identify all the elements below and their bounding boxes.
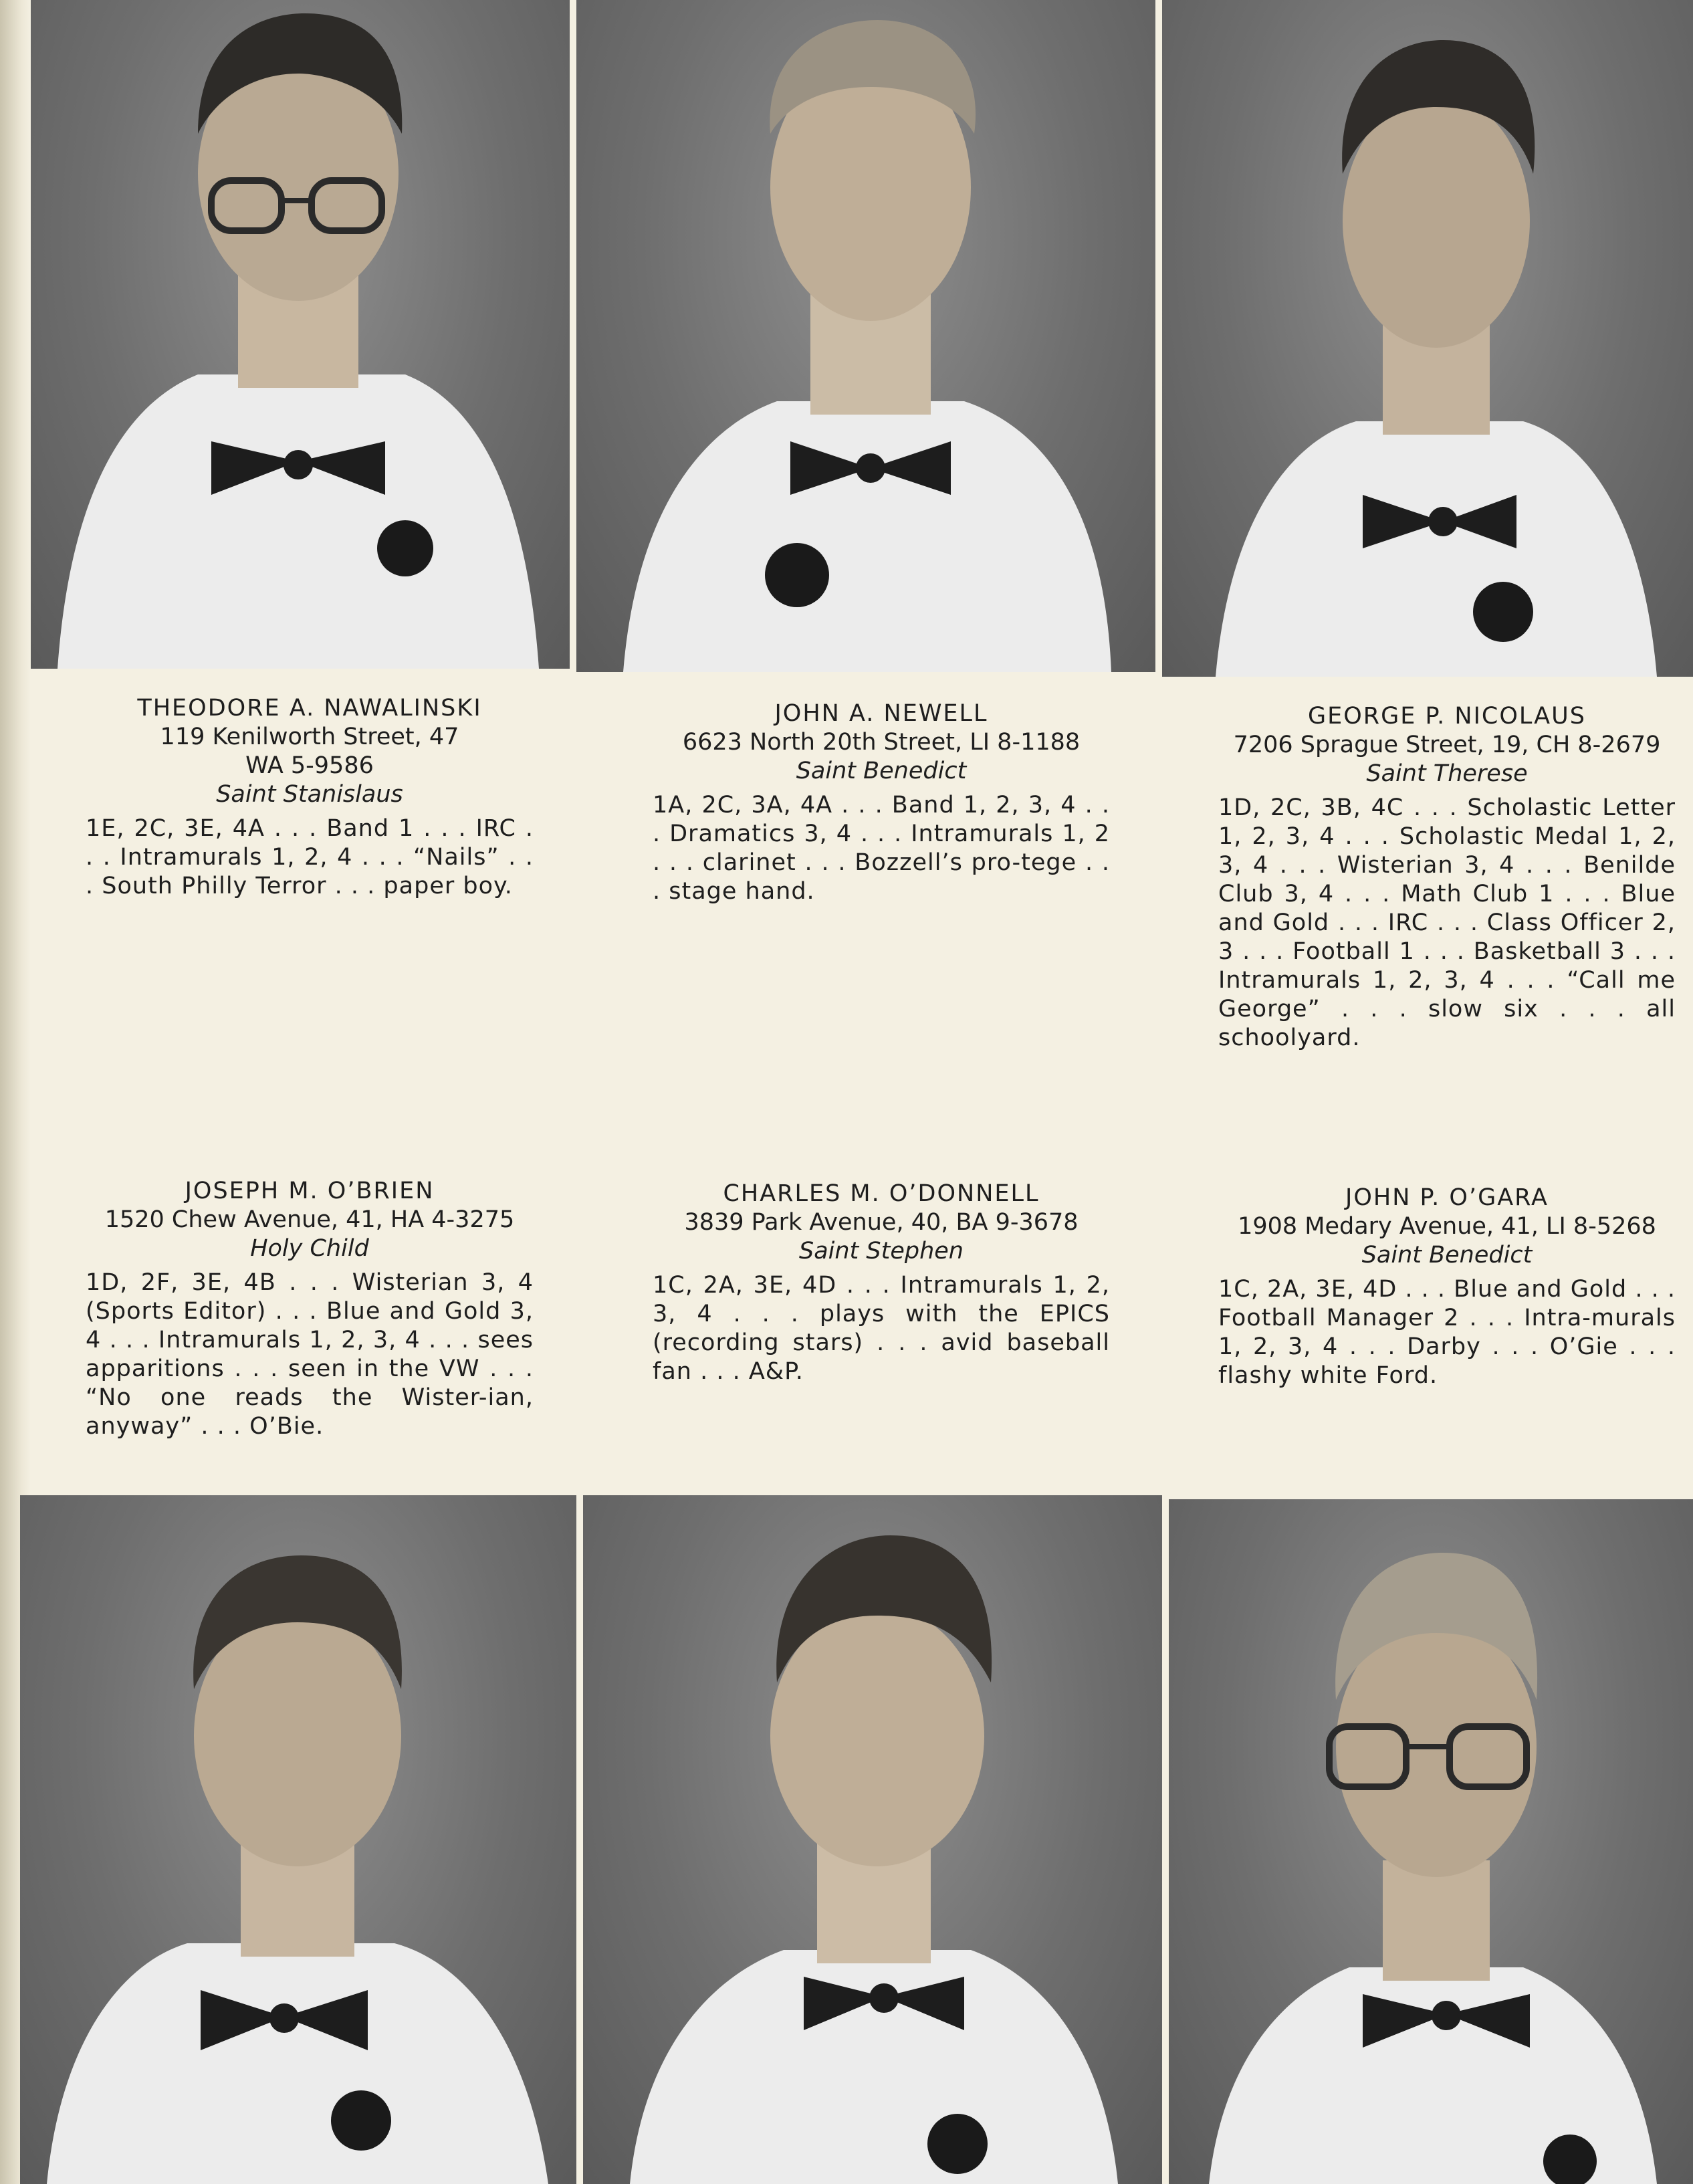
student-bio-nicolaus: [1218, 702, 1676, 1053]
student-bio-obrien: [86, 1177, 534, 1441]
student-activities: 1D, 2F, 3E, 4B . . . Wisterian 3, 4 (Sports Editor) . . . Blue and Gold 3, 4 . . . Intramurals 1, 2, 3, 4 . . . sees apparitions . . . seen in the VW . . . “No one reads the Wister-ian, anyway” . . . O’Bie.: [86, 1269, 534, 1440]
student-name: JOHN A. NEWELL: [774, 700, 988, 727]
student-name: GEORGE P. NICOLAUS: [1308, 703, 1586, 730]
student-activities: 1D, 2C, 3B, 4C . . . Scholastic Letter 1, 2, 3, 4 . . . Scholastic Medal 1, 2, 3, 4 . . . Wisterian 3, 4 . . . Benilde Club 3, 4 . . . Math Club 1 . . . Blue and Gold . . . IRC . . . Class Officer 2, 3 . . . Football 1 . . . Basketball 3 . . . Intramurals 1, 2, 3, 4 . . . “Call me George” . . . slow six . . . all schoolyard.: [1218, 794, 1676, 1051]
student-bio-nawalinski: [86, 694, 534, 901]
portrait-photo-newell: [576, 0, 1155, 672]
student-parish: Saint Benedict: [1361, 1242, 1533, 1269]
student-activities: 1C, 2A, 3E, 4D . . . Intramurals 1, 2, 3, 4 . . . plays with the EPICS (recording stars) . . . avid baseball fan . . . A&P.: [653, 1272, 1110, 1385]
student-address: 3839 Park Avenue, 40, BA 9-3678: [684, 1209, 1079, 1236]
portrait-photo-nicolaus: [1162, 0, 1693, 677]
student-activities: 1E, 2C, 3E, 4A . . . Band 1 . . . IRC . . . Intramurals 1, 2, 4 . . . “Nails” . . . South Philly Terror . . . paper boy.: [86, 815, 534, 899]
student-address: 119 Kenilworth Street, 47: [160, 724, 459, 750]
student-address: 1908 Medary Avenue, 41, LI 8-5268: [1238, 1213, 1656, 1240]
student-bio-newell: [653, 699, 1110, 906]
student-bio-odonnell: [653, 1180, 1110, 1386]
student-phone: WA 5-9586: [245, 752, 374, 779]
student-parish: Saint Stephen: [798, 1238, 964, 1265]
student-parish: Saint Therese: [1366, 760, 1528, 787]
student-address: 7206 Sprague Street, 19, CH 8-2679: [1233, 732, 1661, 758]
student-parish: Saint Benedict: [796, 758, 967, 784]
student-name: CHARLES M. O’DONNELL: [723, 1180, 1040, 1207]
student-name: THEODORE A. NAWALINSKI: [137, 695, 482, 722]
portrait-photo-odonnell: [583, 1495, 1162, 2184]
student-bio-ogara: [1218, 1184, 1676, 1390]
student-activities: 1C, 2A, 3E, 4D . . . Blue and Gold . . . Football Manager 2 . . . Intra-murals 1, 2, 3, 4 . . . Darby . . . O’Gie . . . flashy white Ford.: [1218, 1276, 1676, 1389]
portrait-photo-obrien: [20, 1495, 576, 2184]
student-name: JOSEPH M. O’BRIEN: [185, 1178, 435, 1204]
student-parish: Holy Child: [250, 1235, 369, 1262]
student-parish: Saint Stanislaus: [216, 781, 403, 808]
student-address: 6623 North 20th Street, LI 8-1188: [682, 729, 1081, 756]
student-name: JOHN P. O’GARA: [1345, 1184, 1549, 1211]
student-activities: 1A, 2C, 3A, 4A . . . Band 1, 2, 3, 4 . . . Dramatics 3, 4 . . . Intramurals 1, 2 . . . clarinet . . . Bozzell’s pro-tege . . . stage hand.: [653, 792, 1110, 905]
student-address: 1520 Chew Avenue, 41, HA 4-3275: [104, 1206, 515, 1233]
portrait-photo-nawalinski: [31, 0, 570, 669]
portrait-photo-ogara: [1169, 1499, 1693, 2184]
